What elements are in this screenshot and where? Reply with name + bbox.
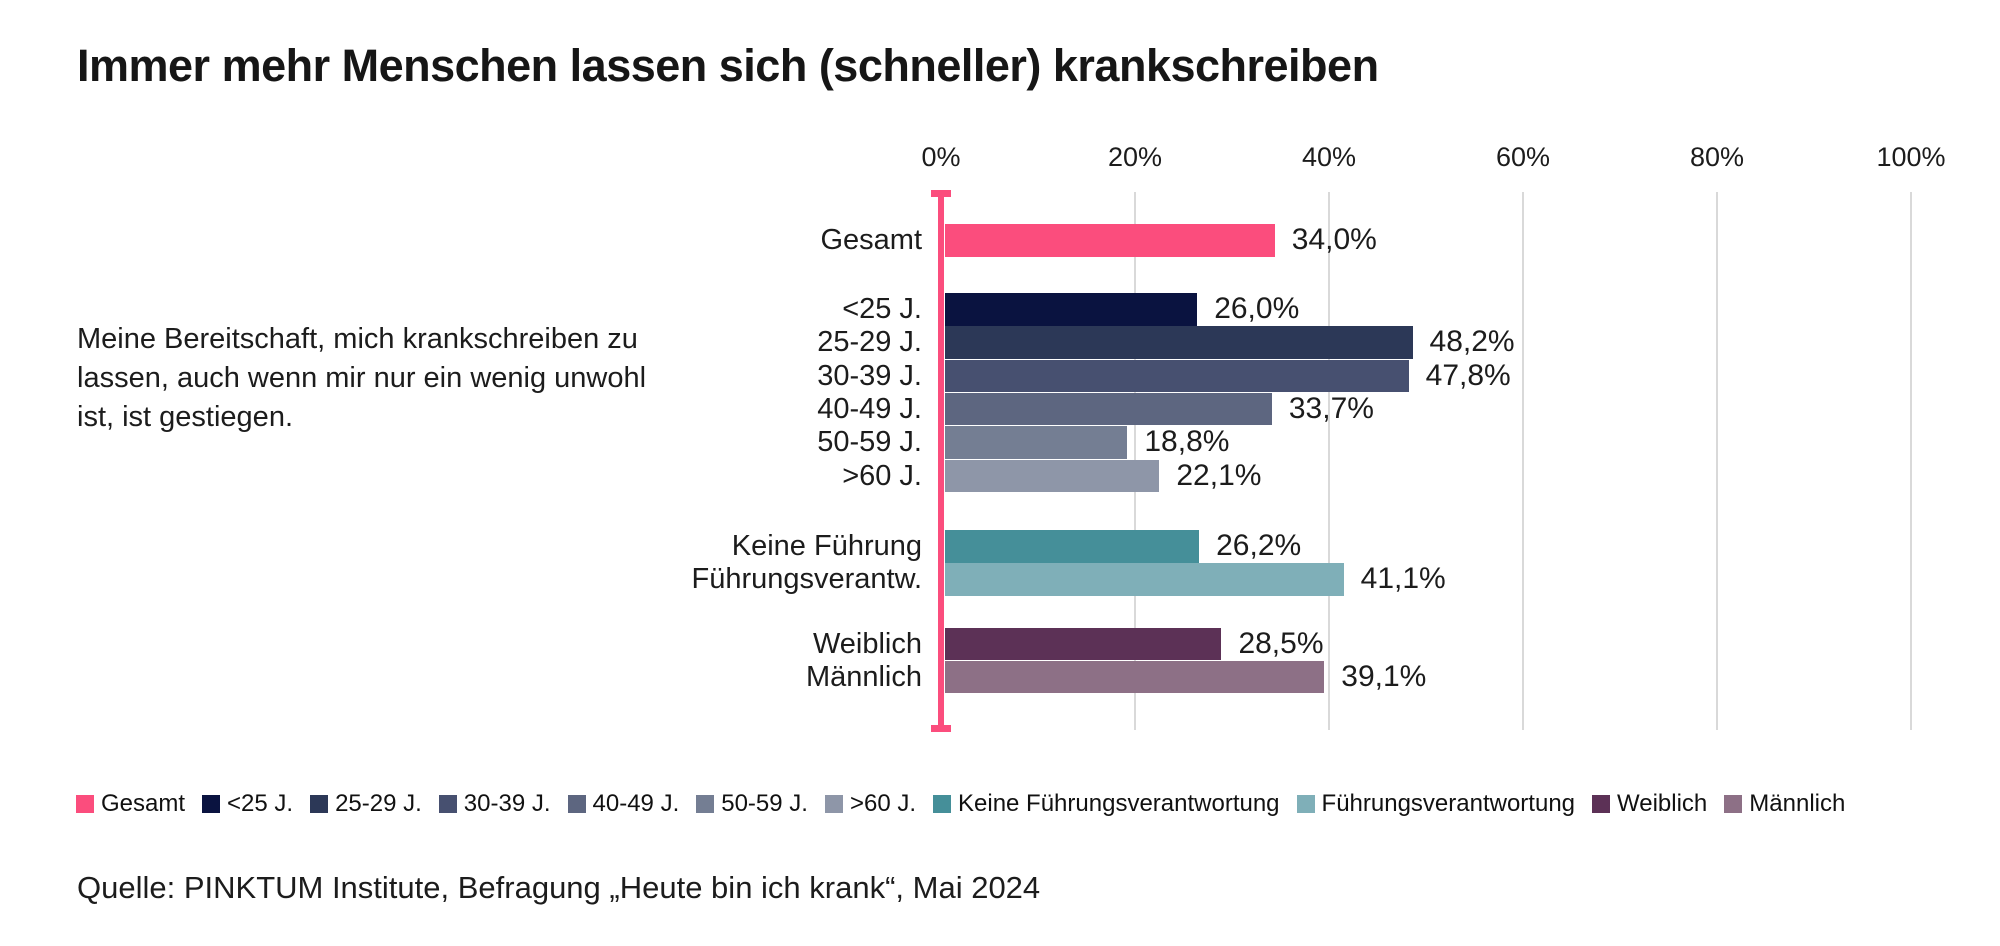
gridline <box>1716 192 1718 730</box>
legend-swatch <box>696 795 714 813</box>
legend-label: 30-39 J. <box>463 790 551 817</box>
legend-swatch <box>933 795 951 813</box>
value-label: 39,1% <box>1341 659 1427 693</box>
legend-swatch <box>1724 795 1742 813</box>
legend-item <box>933 790 1280 818</box>
category-label: 25-29 J. <box>817 326 922 359</box>
bar <box>945 360 1409 393</box>
legend-item <box>310 790 422 818</box>
value-label: 47,8% <box>1425 358 1511 392</box>
legend-label: Gesamt <box>101 790 186 817</box>
source-note: Quelle: PINKTUM Institute, Befragung „Heute bin ich krank“, Mai 2024 <box>77 870 1041 905</box>
gridline <box>1328 192 1330 730</box>
legend-item <box>1297 790 1575 818</box>
value-label: 41,1% <box>1360 562 1446 596</box>
legend-label: Führungsverantwortung <box>1321 790 1576 817</box>
zero-axis-line <box>938 192 944 730</box>
x-axis-tick-label: 0% <box>921 142 961 172</box>
zero-axis-cap-top <box>931 190 951 197</box>
gridline <box>1522 192 1524 730</box>
bar <box>945 628 1221 661</box>
legend-label: <25 J. <box>227 790 294 817</box>
legend-item <box>696 790 808 818</box>
bar <box>945 293 1197 326</box>
value-label: 26,2% <box>1216 529 1302 562</box>
legend-label: 40-49 J. <box>592 790 680 817</box>
legend-item <box>568 790 680 818</box>
x-axis-tick-label: 60% <box>1495 142 1551 172</box>
legend-swatch <box>825 795 843 813</box>
legend-item <box>439 790 551 818</box>
category-label: <25 J. <box>842 293 922 325</box>
bar <box>945 426 1127 459</box>
legend-item <box>202 790 293 818</box>
category-label: Gesamt <box>820 224 922 256</box>
category-label: Männlich <box>805 660 922 693</box>
category-label: >60 J. <box>842 459 922 492</box>
value-label: 26,0% <box>1214 292 1300 325</box>
chart-legend <box>76 790 1845 818</box>
value-label: 48,2% <box>1429 325 1515 359</box>
x-axis-tick-label: 40% <box>1301 142 1357 172</box>
category-label: 40-49 J. <box>817 392 922 425</box>
category-label: 30-39 J. <box>817 359 922 392</box>
x-axis-tick-label: 20% <box>1107 142 1163 172</box>
zero-axis-cap-bottom <box>931 725 951 732</box>
page-title: Immer mehr Menschen lassen sich (schneller) krankschreiben <box>77 40 1379 91</box>
x-axis-tick-label: 80% <box>1689 142 1745 172</box>
category-label: 50-59 J. <box>817 426 922 459</box>
value-label: 34,0% <box>1291 223 1377 256</box>
legend-item <box>825 790 916 818</box>
gridline <box>1910 192 1912 730</box>
category-label: Führungsverantw. <box>691 563 922 596</box>
x-axis-tick-label: 100% <box>1876 142 1946 172</box>
value-label: 18,8% <box>1144 425 1230 459</box>
legend-label: 50-59 J. <box>721 790 808 817</box>
legend-swatch <box>1592 795 1610 813</box>
category-label: Keine Führung <box>731 530 922 562</box>
chart-question-text: Meine Bereitschaft, mich krankschreiben zu lassen, auch wenn mir nur ein wenig unwohl ist, ist gestiegen. <box>77 323 647 433</box>
legend-swatch <box>202 795 220 813</box>
legend-item <box>1592 790 1707 818</box>
legend-label: Weiblich <box>1617 790 1708 817</box>
bar <box>945 460 1159 493</box>
legend-label: Männlich <box>1749 790 1846 817</box>
bar <box>945 393 1272 426</box>
bar <box>945 224 1275 257</box>
legend-label: 25-29 J. <box>335 790 422 817</box>
bar <box>945 326 1413 359</box>
legend-label: Keine Führungsverantwortung <box>958 790 1280 817</box>
legend-label: >60 J. <box>849 790 916 817</box>
category-label: Weiblich <box>812 627 922 660</box>
legend-swatch <box>568 795 586 813</box>
bar <box>945 563 1344 596</box>
bar <box>945 661 1324 694</box>
value-label: 28,5% <box>1238 626 1324 660</box>
legend-swatch <box>1297 795 1315 813</box>
legend-swatch <box>310 795 328 813</box>
value-label: 33,7% <box>1288 391 1374 425</box>
bar <box>945 530 1199 563</box>
legend-item <box>76 790 185 818</box>
legend-item <box>1724 790 1845 818</box>
legend-swatch <box>439 795 457 813</box>
legend-swatch <box>76 795 94 813</box>
value-label: 22,1% <box>1176 458 1262 492</box>
